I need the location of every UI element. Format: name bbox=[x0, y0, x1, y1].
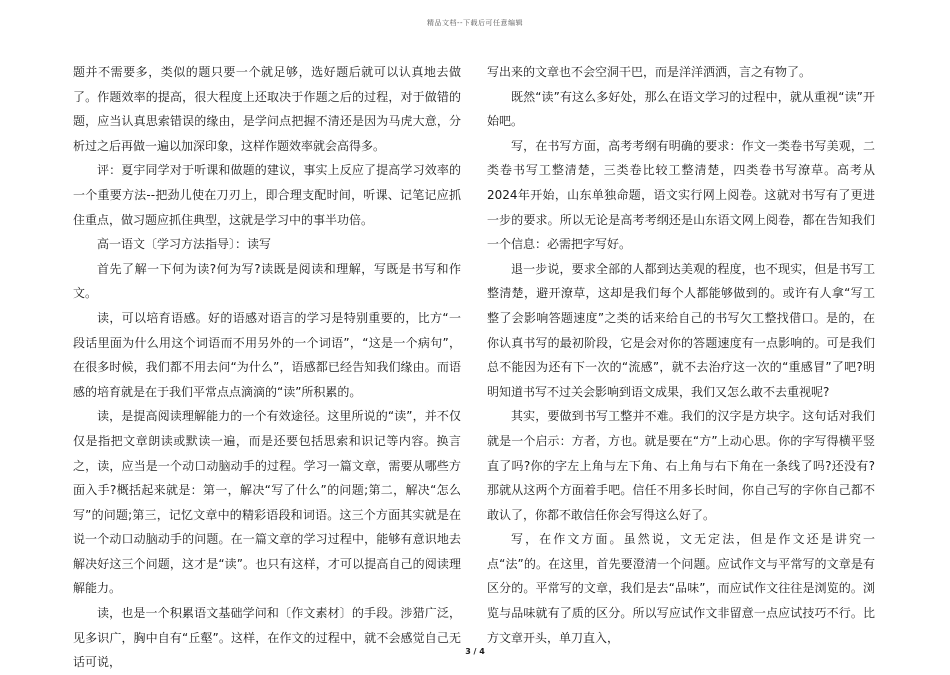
paragraph-continued: 题并不需要多，类似的题只要一个就足够，选好题后就可以认真地去做了。作题效率的提高，很大程度上还取决于作题之后的过程，对于做错的题，应当认真思索错误的缘由，是学问点把握不清还是因为马虎大意，分析过之后再做一遍以加深印象，这样作题效率就会高得多。 bbox=[73, 65, 461, 153]
paragraph: 读，也是一个积累语文基础学问和〔作文素材〕的手段。涉猎广泛，见多识广，胸中自有“丘壑”。这样，在作文的过程中，就不会感觉自己无话可说， bbox=[73, 606, 461, 670]
left-column bbox=[73, 60, 461, 675]
paragraph: 既然“读”有这么多好处，那么在语文学习的过程中，就从重视“读”开始吧。 bbox=[487, 89, 875, 129]
header-note: 精品文档--下载后可任意编辑 bbox=[426, 19, 524, 27]
section-heading: 高一语文〔学习方法指导〕：读写 bbox=[97, 237, 272, 252]
paragraph: 写，在书写方面，高考考纲有明确的要求：作文一类卷书写美观，二类卷书写工整清楚，三类卷比较工整清楚，四类卷书写潦草。高考从2024年开始，山东单独命题，语文实行网上阅卷。这就对书写有了更进一步的要求。所以无论是高考考纲还是山东语文网上阅卷，都在告知我们一个信息：必需把字写好。 bbox=[487, 138, 875, 252]
paragraph: 首先了解一下何为读?何为写?读既是阅读和理解，写既是书写和作文。 bbox=[73, 261, 461, 301]
paragraph-continued: 写出来的文章也不会空洞干巴，而是洋洋洒洒，言之有物了。 bbox=[487, 65, 812, 79]
paragraph: 退一步说，要求全部的人都到达美观的程度，也不现实，但是书写工整清楚，避开潦草，这却是我们每个人都能够做到的。或许有人拿“写工整了会影响答题速度”之类的话来给自己的书写欠工整找借口。是的，在你认真书写的最初阶段，它是会对你的答题速度有一点影响的。可是我们总不能因为还有下一次的“流感”，就不去治疗这一次的“重感冒”了吧?明明知道书写不过关会影响到语文成果，我们又怎么敢不去重视呢? bbox=[487, 261, 875, 399]
right-column bbox=[487, 60, 875, 650]
paragraph: 其实，要做到书写工整并不难。我们的汉字是方块字。这句话对我们就是一个启示：方者，方也。就是要在“方”上动心思。你的字写得横平竖直了吗?你的字左上角与左下角、右上角与右下角在一条线了吗?还没有?那就从这两个方面着手吧。信任不用多长时间，你自己写的字你自己都不敢认了，你都不敢信任你会写得这么好了。 bbox=[487, 409, 875, 522]
paragraph: 读，可以培育语感。好的语感对语言的学习是特别重要的，比方“一段话里面为什么用这个词语而不用另外的一个词语”，“这是一个病句”，在很多时候，我们都不用去问“为什么”，语感都已经告知我们缘由。而语感的培育就是在于我们平常点点滴滴的“读”所积累的。 bbox=[73, 310, 461, 399]
paragraph: 读，是提高阅读理解能力的一个有效途径。这里所说的“读”，并不仅仅是指把文章朗读或默读一遍，而是还要包括思索和识记等内容。换言之，读，应当是一个动口动脑动手的过程。学习一篇文章，需要从哪些方面入手?概括起来就是：第一，解决“写了什么”的问题;第二，解决“怎么写”的问题;第三，记忆文章中的精彩语段和词语。这三个方面其实就是在说一个动口动脑动手的问题。在一篇文章的学习过程中，能够有意识地去解决好这三个问题，这才是“读”。也只有这样，才可以提高自己的阅读理解能力。 bbox=[73, 409, 461, 596]
paragraph-comment: 评：夏宇同学对于听课和做题的建议，事实上反应了提高学习效率的一个重要方法--把劲儿使在刀刃上，即合理支配时间，听课、记笔记应抓住重点，做习题应抓住典型，这就是学习中的事半功倍。 bbox=[73, 163, 461, 227]
page-number: 3 / 4 bbox=[465, 647, 485, 656]
paragraph: 写，在作文方面。虽然说，文无定法，但是作文还是讲究一点“法”的。在这里，首先要澄清一个问题。应试作文与平常写的文章是有区分的。平常写的文章，我们是去“品味”，而应试作文往往是浏览的。浏览与品味就有了质的区分。所以写应试作文非留意一点应试技巧不行。比方文章开头，单刀直入， bbox=[487, 532, 875, 645]
